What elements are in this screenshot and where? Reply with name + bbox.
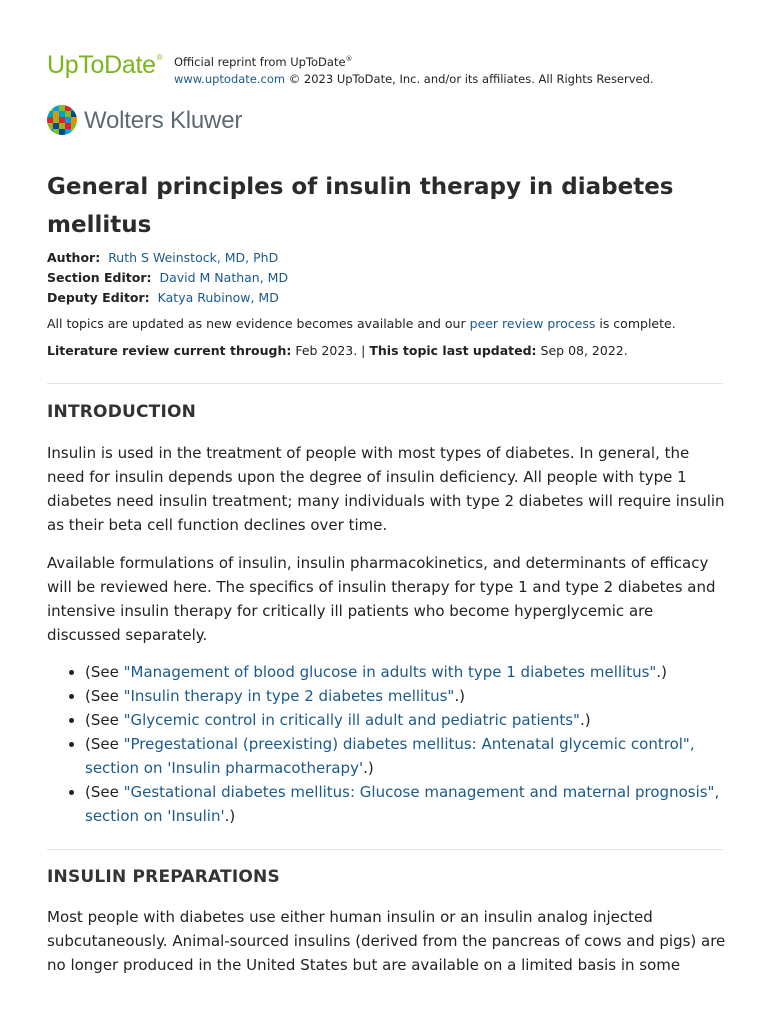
publisher-logo — [47, 105, 307, 137]
last-updated-label: This topic last updated: — [369, 343, 537, 358]
site-link[interactable]: www.uptodate.com — [174, 71, 286, 86]
last-updated-value: Sep 08, 2022. — [536, 343, 628, 358]
article-title: General principles of insulin therapy in diabetes mellitus — [47, 174, 674, 238]
publisher-name: Wolters Kluwer — [84, 107, 243, 134]
preparations-paragraph-1: Most people with diabetes use either human insulin or an insulin analog injected subcutaneously. Animal-sourced insulins (derived from the pancreas of cows and pigs) are no longer produced in the United States but are available on a limited basis in some — [47, 908, 726, 974]
deputy-editor-link[interactable]: Katya Rubinow, MD — [157, 290, 279, 305]
intro-paragraph-2: Available formulations of insulin, insulin pharmacokinetics, and determinants of efficacy will be reviewed here. The specifics of insulin therapy for type 1 and type 2 diabetes and intensive insulin therapy for critically ill patients who become hyperglycemic are discussed separately. — [47, 554, 716, 644]
list-item: • (See "Insulin therapy in type 2 diabetes mellitus".) — [85, 684, 745, 708]
review-notice: All topics are updated as new evidence becomes available and our peer review process is complete. — [47, 316, 676, 331]
uptodate-logo: UpToDate® — [47, 51, 163, 79]
reprint-line: Official reprint from UpToDate — [174, 54, 346, 69]
section-editor-row: Section Editor: David M Nathan, MD — [47, 270, 289, 285]
author-link[interactable]: Ruth S Weinstock, MD, PhD — [108, 250, 279, 265]
reprint-notice: Official reprint from UpToDate® www.uptodate.com © 2023 UpToDate, Inc. and/or its affiliates. All Rights Reserved. — [174, 54, 654, 86]
divider — [47, 849, 723, 850]
author-row: Author: Ruth S Weinstock, MD, PhD — [47, 250, 279, 265]
wolters-kluwer-globe-icon — [47, 105, 77, 135]
ref-link-type2-insulin[interactable]: "Insulin therapy in type 2 diabetes mellitus" — [123, 687, 455, 705]
introduction-heading: INTRODUCTION — [47, 402, 197, 422]
see-also-list — [47, 660, 745, 828]
copyright-text: © 2023 UpToDate, Inc. and/or its affiliates. All Rights Reserved. — [288, 71, 654, 86]
deputy-editor-row: Deputy Editor: Katya Rubinow, MD — [47, 290, 279, 305]
lit-review-label: Literature review current through: — [47, 343, 292, 358]
intro-paragraph-1: Insulin is used in the treatment of people with most types of diabetes. In general, the need for insulin depends upon the degree of insulin deficiency. All people with type 1 diabetes need insulin treatment; many individuals with type 2 diabetes will require insulin as their beta cell function declines over time. — [47, 444, 725, 534]
ref-link-gestational[interactable]: "Gestational diabetes mellitus: Glucose management and maternal prognosis", section on 'Insulin' — [85, 783, 720, 825]
ref-link-glycemic-control[interactable]: "Glycemic control in critically ill adult and pediatric patients" — [123, 711, 580, 729]
list-item: • (See "Gestational diabetes mellitus: Glucose management and maternal prognosis", section on 'Insulin'.) — [85, 780, 745, 828]
list-item: • (See "Pregestational (preexisting) diabetes mellitus: Antenatal glycemic control", section on 'Insulin pharmacotherapy'.) — [85, 732, 745, 780]
section-editor-link[interactable]: David M Nathan, MD — [159, 270, 289, 285]
peer-review-link[interactable]: peer review process — [469, 316, 596, 331]
contributors — [47, 248, 288, 308]
lit-review-value: Feb 2023. | — [291, 343, 370, 358]
reprint-header — [47, 48, 727, 88]
list-item: • (See "Glycemic control in critically ill adult and pediatric patients".) — [85, 708, 745, 732]
list-item: • (See "Management of blood glucose in adults with type 1 diabetes mellitus".) — [85, 660, 745, 684]
ref-link-type1-glucose[interactable]: "Management of blood glucose in adults with type 1 diabetes mellitus" — [123, 663, 657, 681]
divider — [47, 383, 723, 384]
ref-link-pregestational[interactable]: "Pregestational (preexisting) diabetes mellitus: Antenatal glycemic control", section on 'Insulin pharmacotherapy' — [85, 735, 695, 777]
insulin-preparations-heading: INSULIN PREPARATIONS — [47, 867, 280, 887]
review-dates — [47, 342, 628, 360]
